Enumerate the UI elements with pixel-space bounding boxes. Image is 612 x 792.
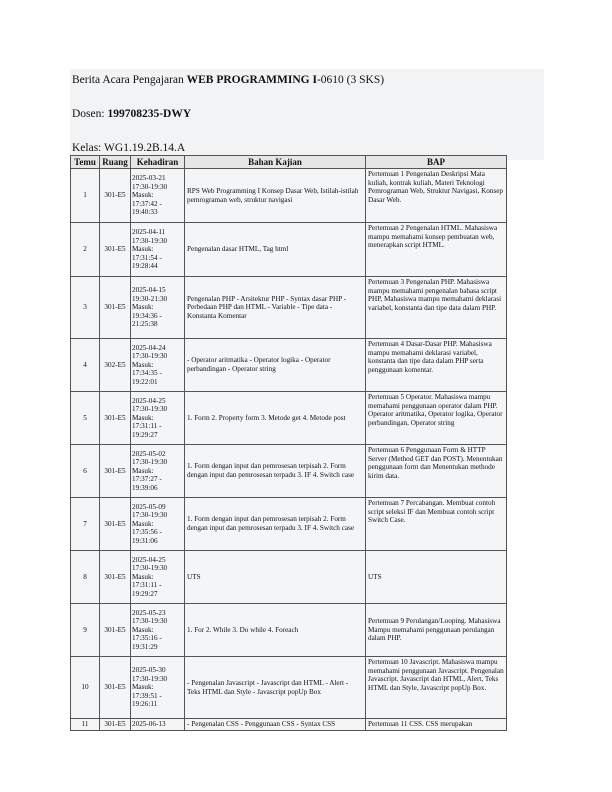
report-title: [70, 69, 544, 92]
att-date: 2025-05-23: [132, 608, 166, 617]
room-cell: 301-E5: [100, 445, 131, 498]
att-in: 19:34:36 -: [132, 311, 162, 320]
header-room: Ruang: [100, 156, 131, 169]
table-row: [71, 498, 507, 551]
attendance-cell: [131, 223, 185, 277]
att-time: 17:30-19:30: [132, 352, 168, 361]
att-masuk: Masuk:: [132, 413, 154, 422]
attendance-cell: [131, 445, 185, 498]
table-row: [71, 551, 507, 604]
attendance-cell: [131, 277, 185, 339]
course-code: -0610 (3 SKS): [316, 74, 385, 86]
att-out: 19:29:27: [132, 589, 158, 598]
att-time: 17:30-19:30: [132, 674, 168, 683]
bap-cell: Pertemuan 4 Dasar-Dasar PHP. Mahasiswa mampu memahami deklarasi variabel, konstanta dan tipe data dalam PHP serta penggunaan komentar.: [366, 339, 507, 392]
att-in: 17:35:16 -: [132, 634, 162, 643]
room-cell: 301-E5: [100, 719, 131, 731]
att-time: 17:30-19:30: [132, 458, 168, 467]
meeting-number: 6: [71, 445, 100, 498]
topic-cell: - Pengenalan CSS - Penggunaan CSS - Syntax CSS: [185, 719, 366, 731]
table-row: [71, 169, 507, 223]
att-out: 19:39:06: [132, 483, 158, 492]
lecturer-label: Dosen:: [72, 108, 108, 120]
table-header-row: [71, 156, 507, 169]
att-in: 17:35:56 -: [132, 528, 162, 537]
room-cell: 301-E5: [100, 657, 131, 719]
att-in: 17:37:42 -: [132, 199, 162, 208]
attendance-cell: [131, 657, 185, 719]
header-bap: BAP: [366, 156, 507, 169]
table-row: [71, 719, 507, 731]
att-in: 17:34:35 -: [132, 369, 162, 378]
att-date: 2025-05-30: [132, 666, 166, 675]
att-out: 21:25:38: [132, 320, 158, 329]
att-date: 2025-04-15: [132, 286, 166, 295]
header-attendance: Kehadiran: [131, 156, 185, 169]
att-in: 17:31:54 -: [132, 253, 162, 262]
table-row: [71, 392, 507, 445]
topic-cell: Pengenalan dasar HTML, Tag html: [185, 223, 366, 277]
meeting-number: 11: [71, 719, 100, 731]
topic-cell: - Operator aritmatika - Operator logika - Operator perbandingan - Operator string: [185, 339, 366, 392]
topic-cell: UTS: [185, 551, 366, 604]
bap-cell: Pertemuan 1 Pengenalan Deskripsi Mata kuliah, kontrak kuliah, Materi Teknologi Pemrograman Web, Struktur Navigasi, Konsep Dasar Web.: [366, 169, 507, 223]
bap-cell: UTS: [366, 551, 507, 604]
attendance-cell: [131, 169, 185, 223]
room-cell: 301-E5: [100, 551, 131, 604]
att-masuk: Masuk:: [132, 303, 154, 312]
topic-cell: - Pengenalan Javascript - Javascript dan HTML - Alert - Teks HTML dan Style - Javascript popUp Box: [185, 657, 366, 719]
meeting-number: 10: [71, 657, 100, 719]
att-masuk: Masuk:: [132, 245, 154, 254]
att-out: 19:31:06: [132, 536, 158, 545]
att-date: 2025-04-25: [132, 555, 166, 564]
att-out: 19:31:29: [132, 642, 158, 651]
att-time: 17:30-19:30: [132, 405, 168, 414]
attendance-cell: [131, 719, 185, 731]
att-masuk: Masuk:: [132, 572, 154, 581]
attendance-cell: [131, 339, 185, 392]
att-time: 17:30-19:30: [132, 511, 168, 520]
room-cell: 301-E5: [100, 277, 131, 339]
bap-cell: Pertemuan 9 Perulangan/Looping. Mahasiswa Mampu memahami penggunaan perulangan dalam PHP.: [366, 604, 507, 657]
att-masuk: Masuk:: [132, 191, 154, 200]
att-date: 2025-05-02: [132, 449, 166, 458]
att-time: 19:30-21:30: [132, 294, 168, 303]
topic-cell: Pengenalan PHP - Arsitektur PHP - Syntax dasar PHP - Perbedaan PHP dan HTML - Variable - Tipe data - Konstanta Komentar: [185, 277, 366, 339]
header-meeting: Temu: [71, 156, 100, 169]
att-in: 17:39:51 -: [132, 691, 162, 700]
att-out: 19:22:01: [132, 377, 158, 386]
table-row: [71, 223, 507, 277]
att-in: 17:31:11 -: [132, 422, 162, 431]
att-time: 17:30-19:30: [132, 617, 168, 626]
attendance-cell: [131, 498, 185, 551]
course-name: WEB PROGRAMMING I: [186, 74, 317, 86]
att-in: 17:37:27 -: [132, 475, 162, 484]
meeting-number: 5: [71, 392, 100, 445]
att-date: 2025-04-24: [132, 343, 166, 352]
att-date: 2025-06-13: [132, 720, 166, 728]
table-row: [71, 277, 507, 339]
bap-cell: Pertemuan 2 Pengenalan HTML. Mahasiswa mampu memahami konsep pembuatan web, menerapkan script HTML.: [366, 223, 507, 277]
att-out: 19:26:11: [132, 700, 158, 709]
meeting-number: 2: [71, 223, 100, 277]
att-in: 17:31:11 -: [132, 581, 162, 590]
attendance-cell: [131, 604, 185, 657]
table-row: [71, 604, 507, 657]
att-out: 19:29:27: [132, 430, 158, 439]
topic-cell: 1. Form dengan input dan pemrosesan terpisah 2. Form dengan input dan pemrosesan terpadu 3. IF 4. Switch case: [185, 445, 366, 498]
bap-cell: Pertemuan 10 Javascript. Mahasiswa mampu memahami penggunaan Javascript. Pengenalan Javascript. Javascript dan HTML, Alert, Teks HTML dan Style, Javascript popUp Box.: [366, 657, 507, 719]
att-date: 2025-04-25: [132, 396, 166, 405]
meeting-number: 9: [71, 604, 100, 657]
att-out: 19:28:44: [132, 262, 158, 271]
room-cell: 301-E5: [100, 392, 131, 445]
room-cell: 301-E5: [100, 498, 131, 551]
meeting-number: 8: [71, 551, 100, 604]
class-line: Kelas: WG1.19.2B.14.A: [72, 142, 186, 154]
bap-cell: Pertemuan 7 Percabangan. Membuat contoh script seleksi IF dan Membuat contoh script Switch Case.: [366, 498, 507, 551]
meetings-table-wrap: [70, 155, 506, 731]
table-row: [71, 445, 507, 498]
meeting-number: 1: [71, 169, 100, 223]
room-cell: 302-E5: [100, 339, 131, 392]
table-row: [71, 657, 507, 719]
att-masuk: Masuk:: [132, 360, 154, 369]
bap-cell: Pertemuan 5 Operator. Mahasiswa mampu memahami penggunaan operator dalam PHP. Operator aritmatika, Operator logika, Operator perbandingan, Operator string: [366, 392, 507, 445]
room-cell: 301-E5: [100, 604, 131, 657]
attendance-cell: [131, 551, 185, 604]
room-cell: 301-E5: [100, 223, 131, 277]
att-date: 2025-05-09: [132, 502, 166, 511]
att-masuk: Masuk:: [132, 466, 154, 475]
bap-cell: Pertemuan 3 Pengenalan PHP. Mahasiswa mampu memahami pengenalan bahasa script PHP, Mahasiswa mampu memahami deklarasi variabel, konstanta dan tipe data dalam PHP.: [366, 277, 507, 339]
att-masuk: Masuk:: [132, 519, 154, 528]
att-masuk: Masuk:: [132, 683, 154, 692]
lecturer-line: [70, 103, 544, 126]
topic-cell: 1. For 2. While 3. Do while 4. Foreach: [185, 604, 366, 657]
att-out: 19:40:33: [132, 208, 158, 217]
bap-cell: Pertemuan 6 Penggunaan Form & HTTP Server (Method GET dan POST). Menentukan penggunaan form dan Menentukan methode kirim data.: [366, 445, 507, 498]
header-topic: Bahan Kajian: [185, 156, 366, 169]
table-row: [71, 339, 507, 392]
att-date: 2025-04-11: [132, 228, 166, 237]
att-masuk: Masuk:: [132, 625, 154, 634]
report-header: [70, 69, 544, 160]
topic-cell: RPS Web Programming I Konsep Dasar Web, Istilah-istilah pemrograman web, struktur navigasi: [185, 169, 366, 223]
meetings-table: [70, 155, 507, 731]
topic-cell: 1. Form 2. Property form 3. Metode get 4. Metode post: [185, 392, 366, 445]
room-cell: 301-E5: [100, 169, 131, 223]
lecturer-id: 199708235-DWY: [107, 108, 192, 120]
att-time: 17:30-19:30: [132, 182, 168, 191]
att-time: 17:30-19:30: [132, 564, 168, 573]
att-date: 2025-03-21: [132, 174, 166, 183]
attendance-cell: [131, 392, 185, 445]
topic-cell: 1. Form dengan input dan pemrosesan terpisah 2. Form dengan input dan pemrosesan terpadu 3. IF 4. Switch case: [185, 498, 366, 551]
meeting-number: 4: [71, 339, 100, 392]
att-time: 17:30-19:30: [132, 236, 168, 245]
meeting-number: 3: [71, 277, 100, 339]
title-prefix: Berita Acara Pengajaran: [72, 74, 187, 86]
meeting-number: 7: [71, 498, 100, 551]
bap-cell: Pertemuan 11 CSS. CSS merupakan: [366, 719, 507, 731]
